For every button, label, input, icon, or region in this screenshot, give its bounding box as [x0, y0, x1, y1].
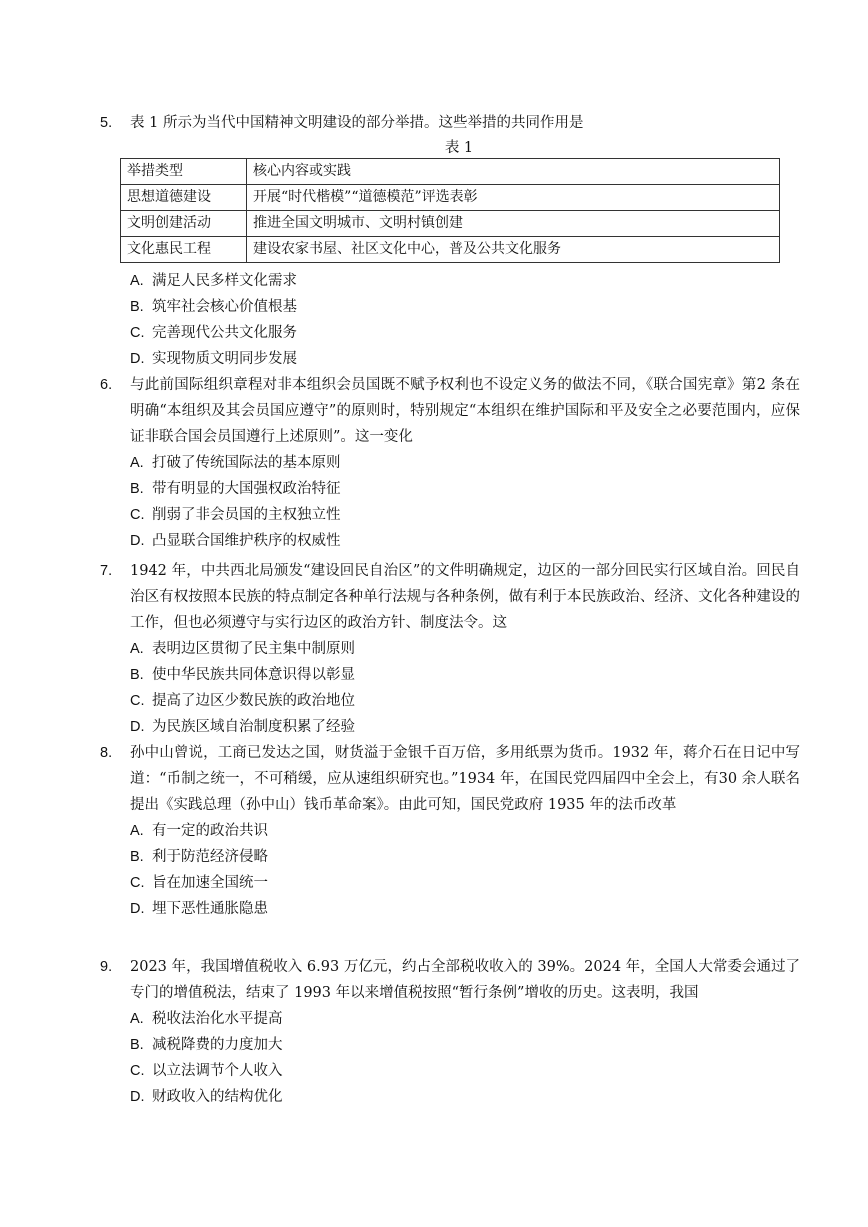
- option-a[interactable]: A. 表明边区贯彻了民主集中制原则: [130, 641, 355, 657]
- question-number: 8.: [100, 745, 113, 761]
- table-header-cell: 举措类型: [121, 159, 247, 185]
- question-8: [100, 740, 800, 922]
- option-b[interactable]: B. 减税降费的力度加大: [130, 1037, 283, 1053]
- table-cell: 建设农家书屋、社区文化中心，普及公共文化服务: [247, 237, 780, 263]
- table-cell: 推进全国文明城市、文明村镇创建: [247, 211, 780, 237]
- table-header-row: [121, 159, 780, 185]
- question-stem: 孙中山曾说，工商已发达之国，财货溢于金银千百万倍，多用纸票为货币。1932 年，蒋介石在日记中写道：“币制之统一，不可稍缓，应从速组织研究也。”1934 年，在国民党四届四中全会上，有30 余人联名提出《实践总理（孙中山）钱币革命案》。由此可知，国民党政府 1935 年的法币改革: [130, 745, 800, 813]
- option-d[interactable]: D. 实现物质文明同步发展: [130, 351, 297, 367]
- table-cell: 开展“时代楷模”“道德模范”评选表彰: [247, 185, 780, 211]
- option-d[interactable]: D. 财政收入的结构优化: [130, 1089, 283, 1105]
- question-number: 9.: [100, 959, 113, 975]
- table-caption: 表 1: [444, 140, 474, 156]
- table-cell: 文化惠民工程: [121, 237, 247, 263]
- table-row: [121, 185, 780, 211]
- question-7: [100, 558, 800, 740]
- option-d[interactable]: D. 凸显联合国维护秩序的权威性: [130, 533, 341, 549]
- option-d[interactable]: D. 为民族区域自治制度积累了经验: [130, 719, 355, 735]
- option-a[interactable]: A. 满足人民多样文化需求: [130, 273, 297, 289]
- question-stem: 1942 年，中共西北局颁发“建设回民自治区”的文件明确规定，边区的一部分回民实行区域自治。回民自治区有权按照本民族的特点制定各种单行法规与各种条例，做有利于本民族政治、经济、文化各种建设的工作，但也必须遵守与实行边区的政治方针、制度法令。这: [130, 563, 800, 631]
- question-5-options: [100, 268, 800, 372]
- question-6: [100, 372, 800, 554]
- question-number: 6.: [100, 377, 113, 393]
- table-row: [121, 237, 780, 263]
- question-stem: 2023 年，我国增值税收入 6.93 万亿元，约占全部税收收入的 39%。2024 年，全国人大常委会通过了专门的增值税法，结束了 1993 年以来增值税按照“暂行条例”增收的历史。这表明，我国: [130, 959, 800, 1001]
- table-header-cell: 核心内容或实践: [247, 159, 780, 185]
- option-c[interactable]: C. 完善现代公共文化服务: [130, 325, 297, 341]
- question-stem: 表 1 所示为当代中国精神文明建设的部分举措。这些举措的共同作用是: [130, 115, 584, 131]
- option-c[interactable]: C. 以立法调节个人收入: [130, 1063, 283, 1079]
- question-number: 7.: [100, 563, 113, 579]
- option-b[interactable]: B. 使中华民族共同体意识得以彰显: [130, 667, 355, 683]
- question-number: 5.: [100, 115, 113, 131]
- option-b[interactable]: B. 利于防范经济侵略: [130, 849, 268, 865]
- option-c[interactable]: C. 削弱了非会员国的主权独立性: [130, 507, 341, 523]
- table-row: [121, 211, 780, 237]
- option-c[interactable]: C. 提高了边区少数民族的政治地位: [130, 693, 355, 709]
- question-5: [100, 110, 800, 136]
- option-a[interactable]: A. 打破了传统国际法的基本原则: [130, 455, 341, 471]
- option-b[interactable]: B. 筑牢社会核心价值根基: [130, 299, 297, 315]
- question-stem: 与此前国际组织章程对非本组织会员国既不赋予权利也不设定义务的做法不同，《联合国宪章》第2 条在明确“本组织及其会员国应遵守”的原则时，特别规定“本组织在维护国际和平及安全之必要范围内，应保证非联合国会员国遵行上述原则”。这一变化: [130, 377, 800, 445]
- table-cell: 文明创建活动: [121, 211, 247, 237]
- option-a[interactable]: A. 税收法治化水平提高: [130, 1011, 283, 1027]
- option-d[interactable]: D. 埋下恶性通胀隐患: [130, 901, 268, 917]
- option-a[interactable]: A. 有一定的政治共识: [130, 823, 268, 839]
- question-9: [100, 954, 800, 1110]
- option-c[interactable]: C. 旨在加速全国统一: [130, 875, 268, 891]
- measures-table: [120, 158, 780, 263]
- table-cell: 思想道德建设: [121, 185, 247, 211]
- option-b[interactable]: B. 带有明显的大国强权政治特征: [130, 481, 341, 497]
